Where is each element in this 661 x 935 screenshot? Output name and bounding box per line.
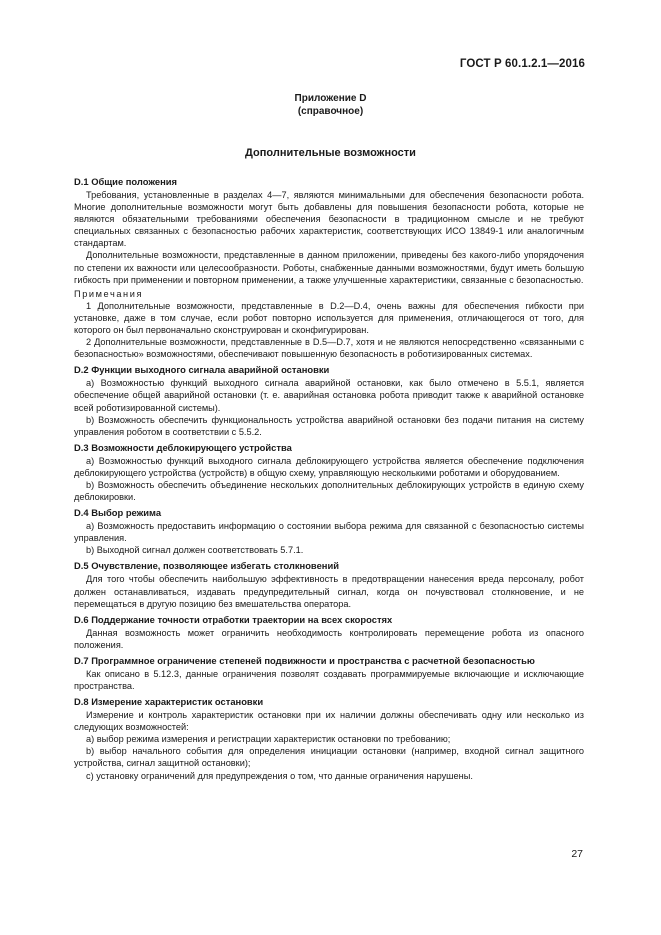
section-heading: D.4 Выбор режима [74,507,162,519]
section-heading: D.8 Измерение характеристик остановки [74,696,264,708]
paragraph: Для того чтобы обеспечить наибольшую эффективность в предотвращении нанесения вреда персоналу, робот должен останавливаться, издавать предупредительный сигнал, когда он почувствовал столкновение, и не перемещаться в другую позицию без вмешательства оператора. [74,574,584,609]
list-item: a) Возможностью функций выходного сигнала аварийной остановки, как было отмечено в 5.5.1, является обеспечение общей аварийной остановки (т. е. аварийная остановка робота приводит также к аварийной остановке всей роботизированной системы). [74,378,584,413]
section-heading: D.6 Поддержание точности отработки траектории на всех скоростях [74,613,393,625]
list-item: c) установку ограничений для предупреждения о том, что данные ограничения нарушены. [86,770,473,781]
paragraph: Дополнительные возможности, представленные в данном приложении, приведены без какого-либо упорядочения по степени их важности или целесообразности. Роботы, снабженные данными возможностями, будут иметь большую гибкость при применении и повторном применении, а также улучшенные характеристики, связанные с безопасностью. [74,250,584,285]
section-heading: D.5 Очувствление, позволяющее избегать столкновений [74,560,339,572]
page-number: 27 [571,848,583,860]
note: 2 Дополнительные возможности, представленные в D.5—D.7, хотя и не являются непосредственно «связанными с безопасностью» возможностями, обеспечивают повышенную безопасность в роботизированных системах. [74,337,584,360]
note: 1 Дополнительные возможности, представленные в D.2—D.4, очень важны для обеспечения гибкости при установке, даже в том случае, если робот повторно используется для применения, отличающегося от того, для которого он был первоначально сконструирован и сконфигурирован. [74,300,584,336]
section-heading: D.1 Общие положения [74,176,177,187]
appendix-kind: (справочное) [297,106,364,117]
paragraph: Данная возможность может ограничить необходимость контролировать перемещение робота из опасного положения. [74,627,584,650]
list-item: b) Возможность обеспечить объединение нескольких дополнительных деблокирующих устройств в единую схему деблокировки. [74,479,584,503]
section-heading: D.2 Функции выходного сигнала аварийной остановки [74,364,330,376]
section-heading: D.7 Программное ограничение степеней подвижности и пространства с расчетной безопасностью [74,654,535,666]
list-item: a) Возможностью функций выходного сигнала деблокирующего устройства является обеспечение подключения деблокирующего устройства (устройств) в общую схему, управляющую несколькими роботами и оборудованием. [74,455,584,478]
appendix-label: Приложение D [294,93,367,104]
section-heading: D.3 Возможности деблокирующего устройства [74,441,292,453]
list-item: b) Возможность обеспечить функциональность устройства аварийной остановки без подачи питания на систему управления роботом в соответствии с 5.5.2. [74,414,584,437]
list-item: b) выбор начального события для определения инициации остановки (например, входной сигнал защитного устройства, сигнал защитной остановки); [74,746,584,769]
list-item: b) Выходной сигнал должен соответствовать 5.7.1. [86,545,304,556]
paragraph: Требования, установленные в разделах 4—7, являются минимальными для обеспечения безопасности робота. Многие дополнительные возможности могут быть добавлены для повышения безопасности робота, которые не являются обязательными требованиями обеспечения безопасности в традиционном смысле и не требуют специальных связанных с безопасностью рабочих характеристик, соответствующих ИСО 13849-1 или аналогичным стандартам. [74,190,584,249]
list-item: a) выбор режима измерения и регистрации характеристик остановки по требованию; [86,734,451,745]
page-title: Дополнительные возможности [245,147,416,159]
paragraph: Как описано в 5.12.3, данные ограничения позволят создавать программируемые включающие и исключающие пространства. [74,668,584,691]
notes-label: Примечания [74,288,144,299]
list-item: a) Возможность предоставить информацию о состоянии выбора режима для связанной с безопасностью системы управления. [74,521,584,544]
document-body [74,172,584,782]
paragraph: Измерение и контроль характеристик остановки при их наличии должны обеспечивать одну или несколько из следующих возможностей: [74,710,584,733]
standard-code: ГОСТ Р 60.1.2.1—2016 [459,58,585,70]
